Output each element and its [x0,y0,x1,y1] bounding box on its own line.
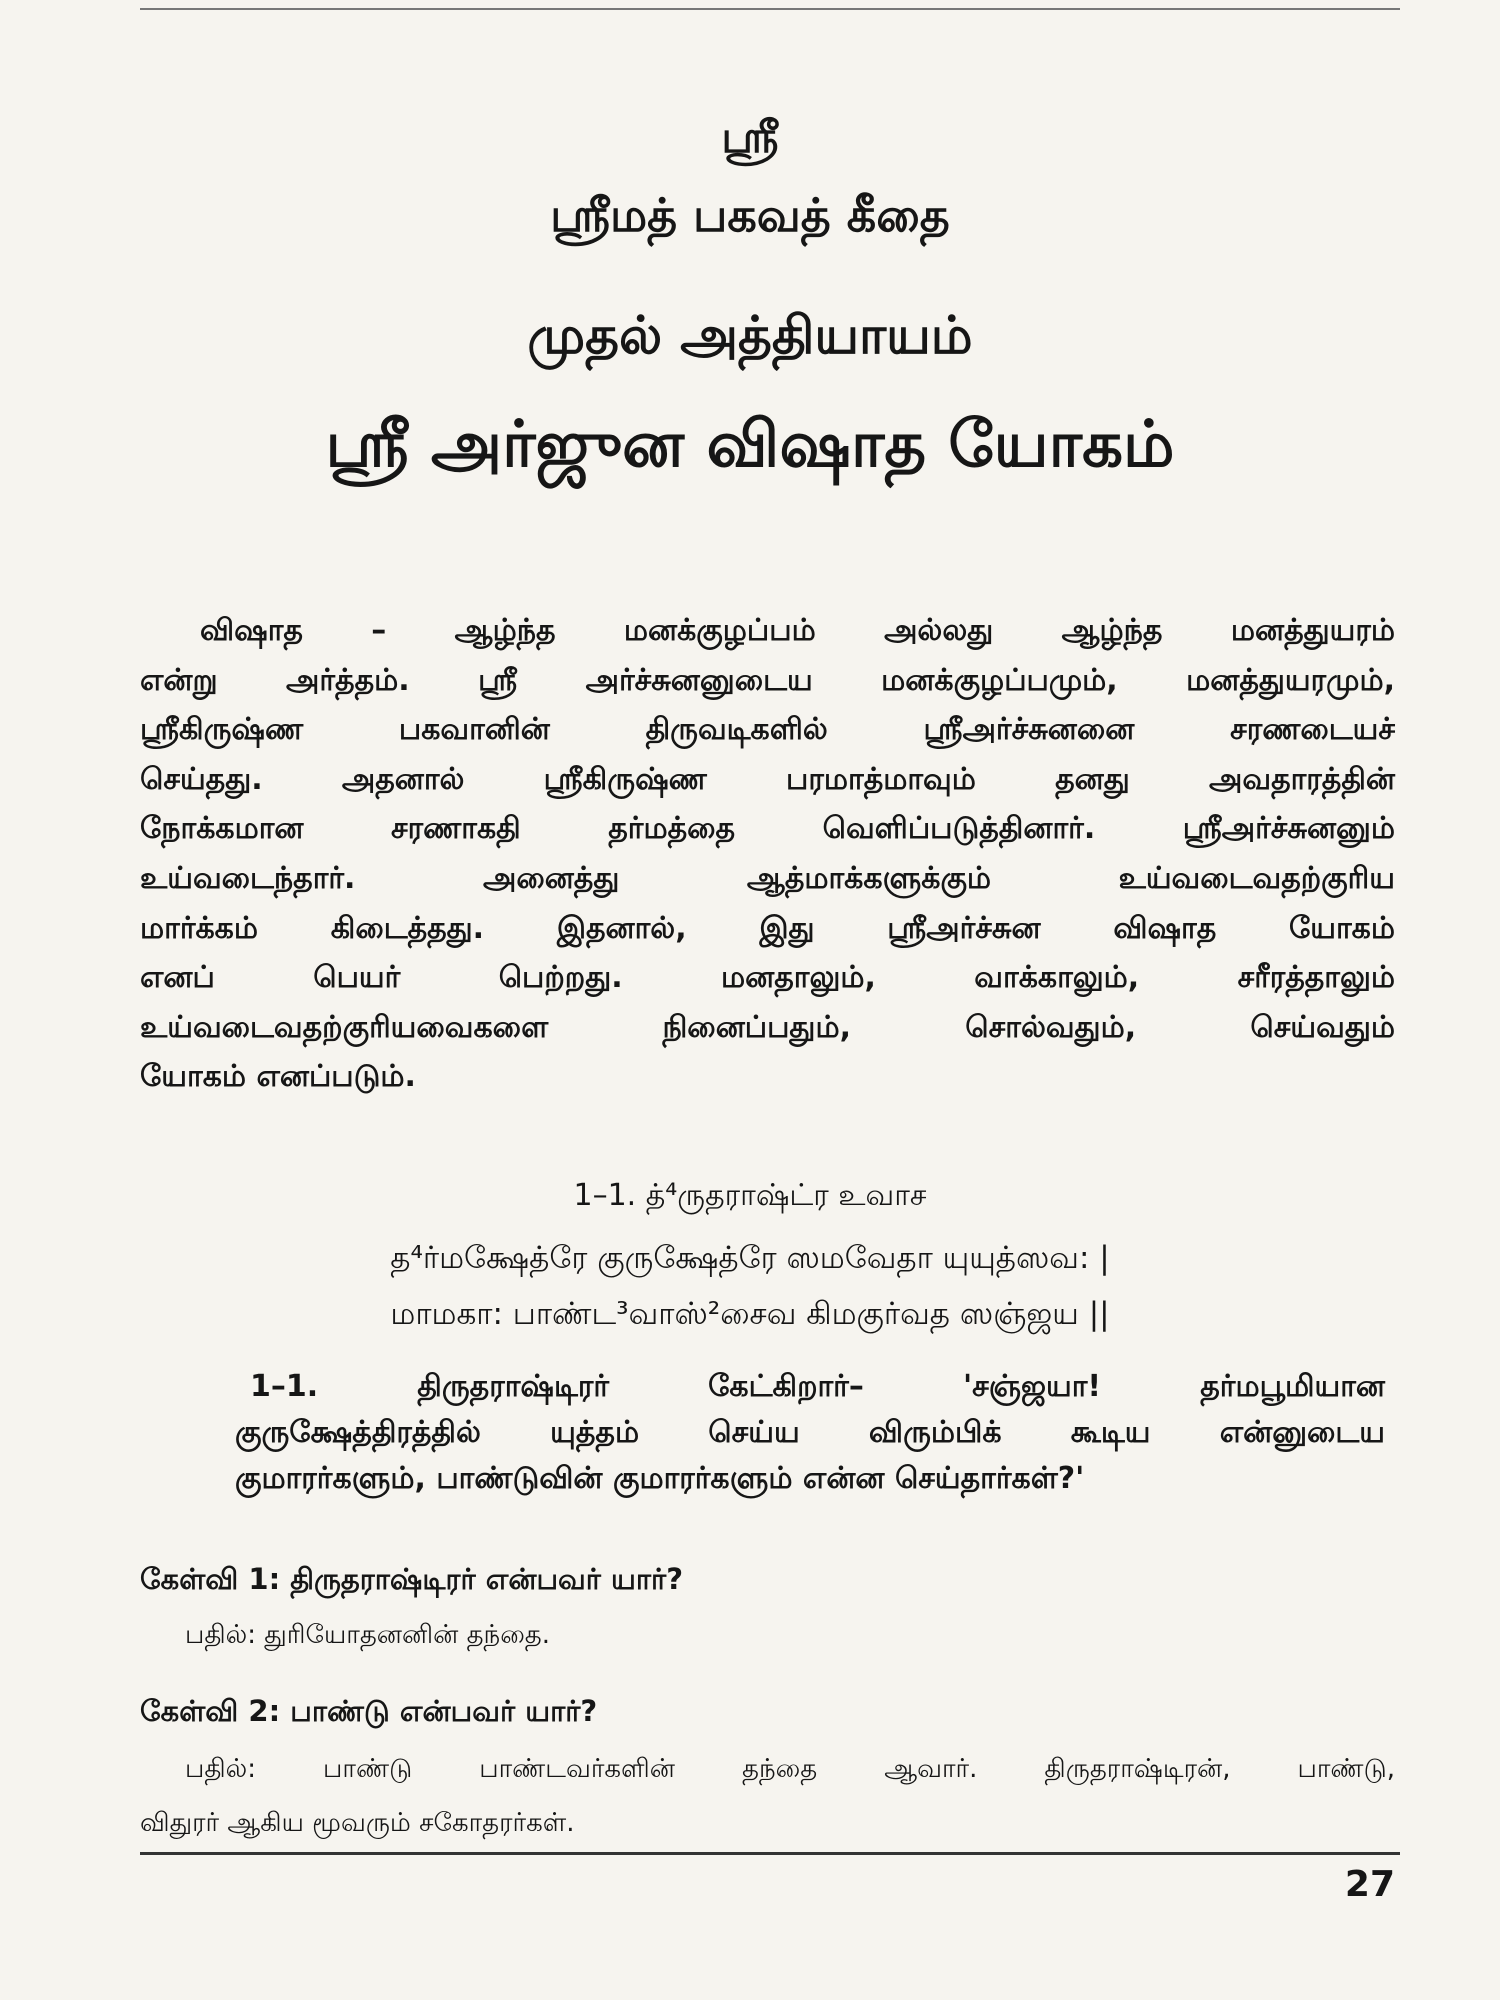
verse-heading: 1–1. த்⁴ருதராஷ்ட்ர உவாச [573,1178,927,1213]
bottom-rule [140,1852,1400,1855]
sri-heading: ஸ்ரீ [721,112,779,163]
intro-line: என்று அர்த்தம். ஸ்ரீ அர்ச்சுனனுடைய மனக்குழப்பமும், மனத்துயரமும், [140,662,1395,698]
answer-1: பதில்: துரியோதனனின் தந்தை. [185,1620,551,1650]
translation-line: 1–1. திருதராஷ்டிரர் கேட்கிறார்– 'சஞ்ஜயா! தர்மபூமியான [250,1369,1385,1404]
translation-paragraph [140,1364,1385,1502]
verse-line-1: த⁴ர்மக்ஷேத்ரே குருக்ஷேத்ரே ஸமவேதா யுயுத்ஸவ: | [390,1240,1110,1276]
intro-paragraph [140,606,1395,1102]
intro-line: விஷாத – ஆழ்ந்த மனக்குழப்பம் அல்லது ஆழ்ந்த மனத்துயரம் [200,613,1395,648]
intro-line: உய்வடைந்தார். அனைத்து ஆத்மாக்களுக்கும் உய்வடைவதற்குரிய [140,860,1395,896]
question-2: கேள்வி 2: பாண்டு என்பவர் யார்? [140,1694,598,1728]
top-rule [140,8,1400,10]
gita-title: ஸ்ரீமத் பகவத் கீதை [550,188,950,242]
intro-line: ஸ்ரீகிருஷ்ண பகவானின் திருவடிகளில் ஸ்ரீஅர்ச்சுனனை சரணடையச் [140,712,1395,748]
intro-line: செய்தது. அதனால் ஸ்ரீகிருஷ்ண பரமாத்மாவும் தனது அவதாரத்தின் [140,761,1395,797]
yoga-title: ஸ்ரீ அர்ஜுன விஷாத யோகம் [325,408,1175,482]
intro-line: யோகம் எனப்படும். [140,1059,416,1095]
answer-2-continued: விதுரர் ஆகிய மூவரும் சகோதரர்கள். [140,1808,575,1838]
chapter-title: முதல் அத்தியாயம் [527,306,973,366]
intro-line: நோக்கமான சரணாகதி தர்மத்தை வெளிப்படுத்தினார். ஸ்ரீஅர்ச்சுனனும் [140,811,1395,847]
answer-2: பதில்: பாண்டு பாண்டவர்களின் தந்தை ஆவார். திருதராஷ்டிரன், பாண்டு, [185,1754,1395,1784]
intro-line: எனப் பெயர் பெற்றது. மனதாலும், வாக்காலும், சரீரத்தாலும் [140,960,1395,996]
page-number: 27 [1344,1864,1395,1905]
question-1: கேள்வி 1: திருதராஷ்டிரர் என்பவர் யார்? [140,1562,684,1596]
translation-line: குருக்ஷேத்திரத்தில் யுத்தம் செய்ய விரும்பிக் கூடிய என்னுடைய [235,1415,1385,1450]
intro-line: உய்வடைவதற்குரியவைகளை நினைப்பதும், சொல்வதும், செய்வதும் [140,1009,1395,1045]
verse-line-2: மாமகா: பாண்ட³வாஸ்²சைவ கிமகுர்வத ஸஞ்ஜய || [390,1296,1110,1332]
translation-line: குமாரர்களும், பாண்டுவின் குமாரர்களும் என்ன செய்தார்கள்?' [235,1461,1085,1496]
intro-line: மார்க்கம் கிடைத்தது. இதனால், இது ஸ்ரீஅர்ச்சுன விஷாத யோகம் [140,910,1395,946]
